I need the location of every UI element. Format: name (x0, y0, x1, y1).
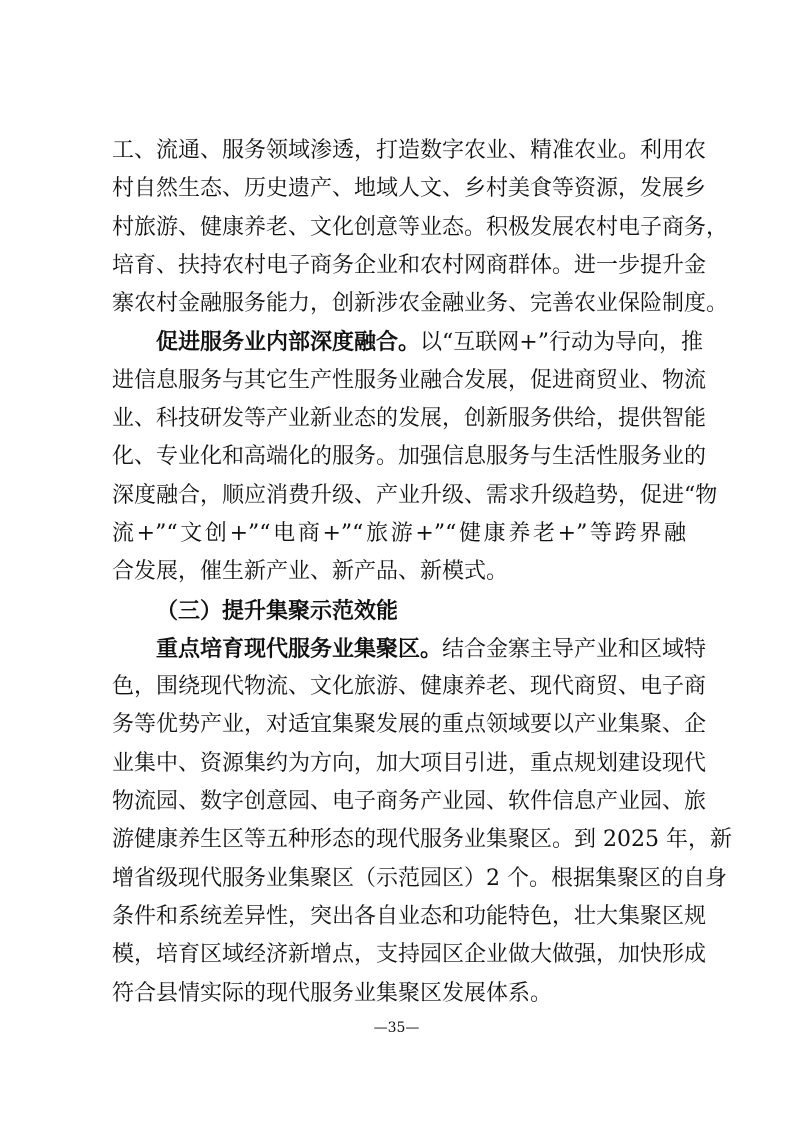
text-line: 村自然生态、历史遗产、地域人文、乡村美食等资源，发展乡 (112, 176, 707, 202)
paragraph-text: 结合金寨主导产业和区域特 (442, 636, 707, 662)
text-line: 业集中、资源集约为方向，加大项目引进，重点规划建设现代 (112, 750, 707, 776)
paragraph-lead: 促进服务业内部深度融合。 (156, 329, 421, 356)
document-body (112, 132, 732, 1013)
text-line: 增省级现代服务业集聚区（示范园区）2 个。根据集聚区的自身 (112, 865, 727, 891)
paragraph-text: 以“互联网+”行动为导向，推 (420, 330, 703, 356)
text-line: 业、科技研发等产业新业态的发展，创新服务供给，提供智能 (112, 406, 707, 432)
text-line: 合发展，催生新产业、新产品、新模式。 (112, 559, 509, 585)
text-line: 物流园、数字创意园、电子商务产业园、软件信息产业园、旅 (112, 789, 707, 815)
text-line: 模，培育区域经济新增点，支持园区企业做大做强，加快形成 (112, 942, 707, 968)
text-line: 流+”“文创+”“电商+”“旅游+”“健康养老+”等跨界融 (112, 520, 686, 546)
text-line: 寨农村金融服务能力，创新涉农金融业务、完善农业保险制度。 (112, 291, 729, 317)
text-line: 进信息服务与其它生产性服务业融合发展，促进商贸业、物流 (112, 367, 707, 393)
text-line: 务等优势产业，对适宜集聚发展的重点领域要以产业集聚、企 (112, 712, 707, 738)
text-line: 色，围绕现代物流、文化旅游、健康养老、现代商贸、电子商 (112, 674, 707, 700)
text-line: 条件和系统差异性，突出各自业态和功能特色，壮大集聚区规 (112, 903, 707, 929)
paragraph-first-line (112, 630, 707, 668)
text-line: 培育、扶持农村电子商务企业和农村网商群体。进一步提升金 (112, 252, 707, 278)
text-line: 化、专业化和高端化的服务。加强信息服务与生活性服务业的 (112, 444, 707, 470)
text-line: 村旅游、健康养老、文化创意等业态。积极发展农村电子商务， (112, 214, 729, 240)
section-heading: （三）提升集聚示范效能 (156, 597, 399, 624)
text-line: 游健康养生区等五种形态的现代服务业集聚区。到 2025 年，新 (112, 827, 732, 853)
paragraph-lead: 重点培育现代服务业集聚区。 (156, 635, 443, 662)
paragraph-first-line (112, 323, 703, 361)
text-line: 深度融合，顺应消费升级、产业升级、需求升级趋势，促进“物 (112, 482, 718, 508)
text-line: 符合县情实际的现代服务业集聚区发展体系。 (112, 980, 553, 1006)
text-line: 工、流通、服务领域渗透，打造数字农业、精准农业。利用农 (112, 138, 707, 163)
page-number: —35— (373, 1020, 420, 1036)
